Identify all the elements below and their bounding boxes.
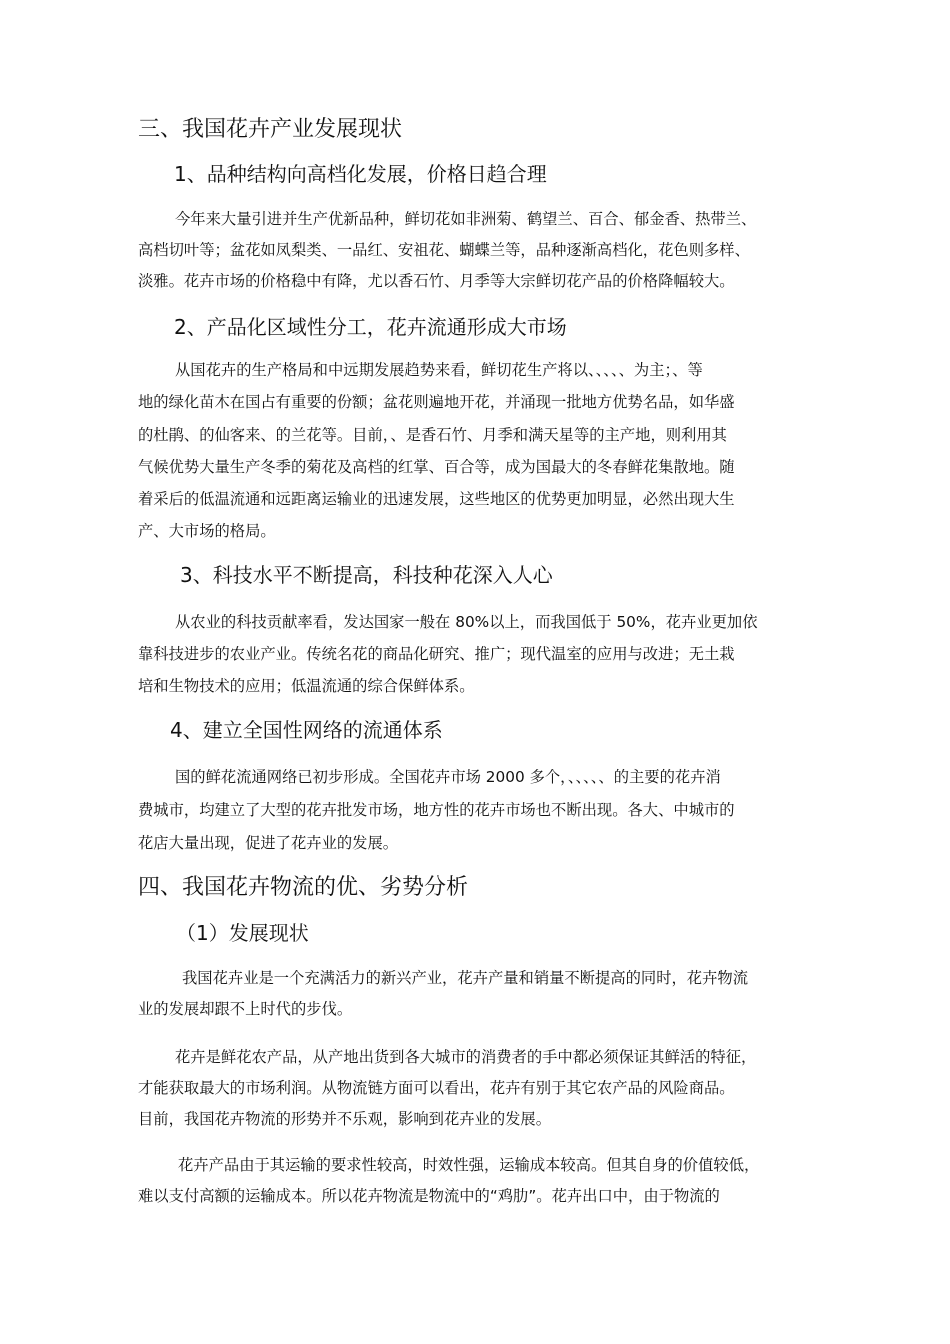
paragraph-line: 从农业的科技贡献率看，发达国家一般在 80%以上，而我国低于 50%，花卉业更加依 [175, 613, 758, 631]
paragraph-line: 花店大量出现，促进了花卉业的发展。 [138, 834, 399, 852]
paragraph-line: 着采后的低温流通和远距离运输业的迅速发展，这些地区的优势更加明显，必然出现大生 [138, 490, 735, 508]
paragraph-line: 才能获取最大的市场利润。从物流链方面可以看出，花卉有别于其它农产品的风险商品。 [138, 1079, 735, 1097]
paragraph-line: 花卉是鲜花农产品，从产地出货到各大城市的消费者的手中都必须保证其鲜活的特征， [175, 1048, 757, 1066]
section-3-title: 三、我国花卉产业发展现状 [138, 117, 403, 142]
section-4-title: 四、我国花卉物流的优、劣势分析 [138, 875, 469, 900]
paragraph-line: 淡雅。花卉市场的价格稳中有降，尤以香石竹、月季等大宗鲜切花产品的价格降幅较大。 [138, 272, 735, 290]
paragraph-line: 产、大市场的格局。 [138, 522, 276, 540]
section-3-4-heading: 4、建立全国性网络的流通体系 [170, 718, 443, 742]
paragraph-line: 难以支付高额的运输成本。所以花卉物流是物流中的“鸡肋”。花卉出口中，由于物流的 [138, 1187, 720, 1205]
paragraph-line: 今年来大量引进并生产优新品种，鲜切花如非洲菊、鹤望兰、百合、郁金香、热带兰、 [175, 210, 757, 228]
paragraph-line: 的杜鹃、的仙客来、的兰花等。目前，、是香石竹、月季和满天星等的主产地，则利用其 [138, 426, 727, 444]
paragraph-line: 目前，我国花卉物流的形势并不乐观，影响到花卉业的发展。 [138, 1110, 552, 1128]
section-4-1-heading: （1）发展现状 [176, 921, 309, 945]
section-3-2-heading: 2、产品化区域性分工，花卉流通形成大市场 [174, 315, 567, 339]
paragraph-line: 费城市，均建立了大型的花卉批发市场，地方性的花卉市场也不断出现。各大、中城市的 [138, 801, 735, 819]
paragraph-line: 我国花卉业是一个充满活力的新兴产业，花卉产量和销量不断提高的同时，花卉物流 [182, 969, 748, 987]
section-3-1-heading: 1、品种结构向高档化发展，价格日趋合理 [174, 162, 547, 186]
paragraph-line: 高档切叶等；盆花如凤梨类、一品红、安祖花、蝴蝶兰等，品种逐渐高档化，花色则多样、 [138, 241, 750, 259]
paragraph-line: 从国花卉的生产格局和中远期发展趋势来看，鲜切花生产将以、、、、、为主；、等 [175, 361, 703, 379]
paragraph-line: 花卉产品由于其运输的要求性较高，时效性强，运输成本较高。但其自身的价值较低， [178, 1156, 760, 1174]
section-3-3-heading: 3、科技水平不断提高，科技种花深入人心 [180, 563, 553, 587]
paragraph-line: 靠科技进步的农业产业。传统名花的商品化研究、推广；现代温室的应用与改进；无土栽 [138, 645, 735, 663]
paragraph-line: 业的发展却跟不上时代的步伐。 [138, 1000, 353, 1018]
paragraph-line: 国的鲜花流通网络已初步形成。全国花卉市场 2000 多个，、、、、、的主要的花卉消 [175, 768, 721, 786]
paragraph-line: 培和生物技术的应用；低温流通的综合保鲜体系。 [138, 677, 475, 695]
paragraph-line: 气候优势大量生产冬季的菊花及高档的红掌、百合等，成为国最大的冬春鲜花集散地。随 [138, 458, 735, 476]
paragraph-line: 地的绿化苗木在国占有重要的份额；盆花则遍地开花，并涌现一批地方优势名品，如华盛 [138, 393, 735, 411]
